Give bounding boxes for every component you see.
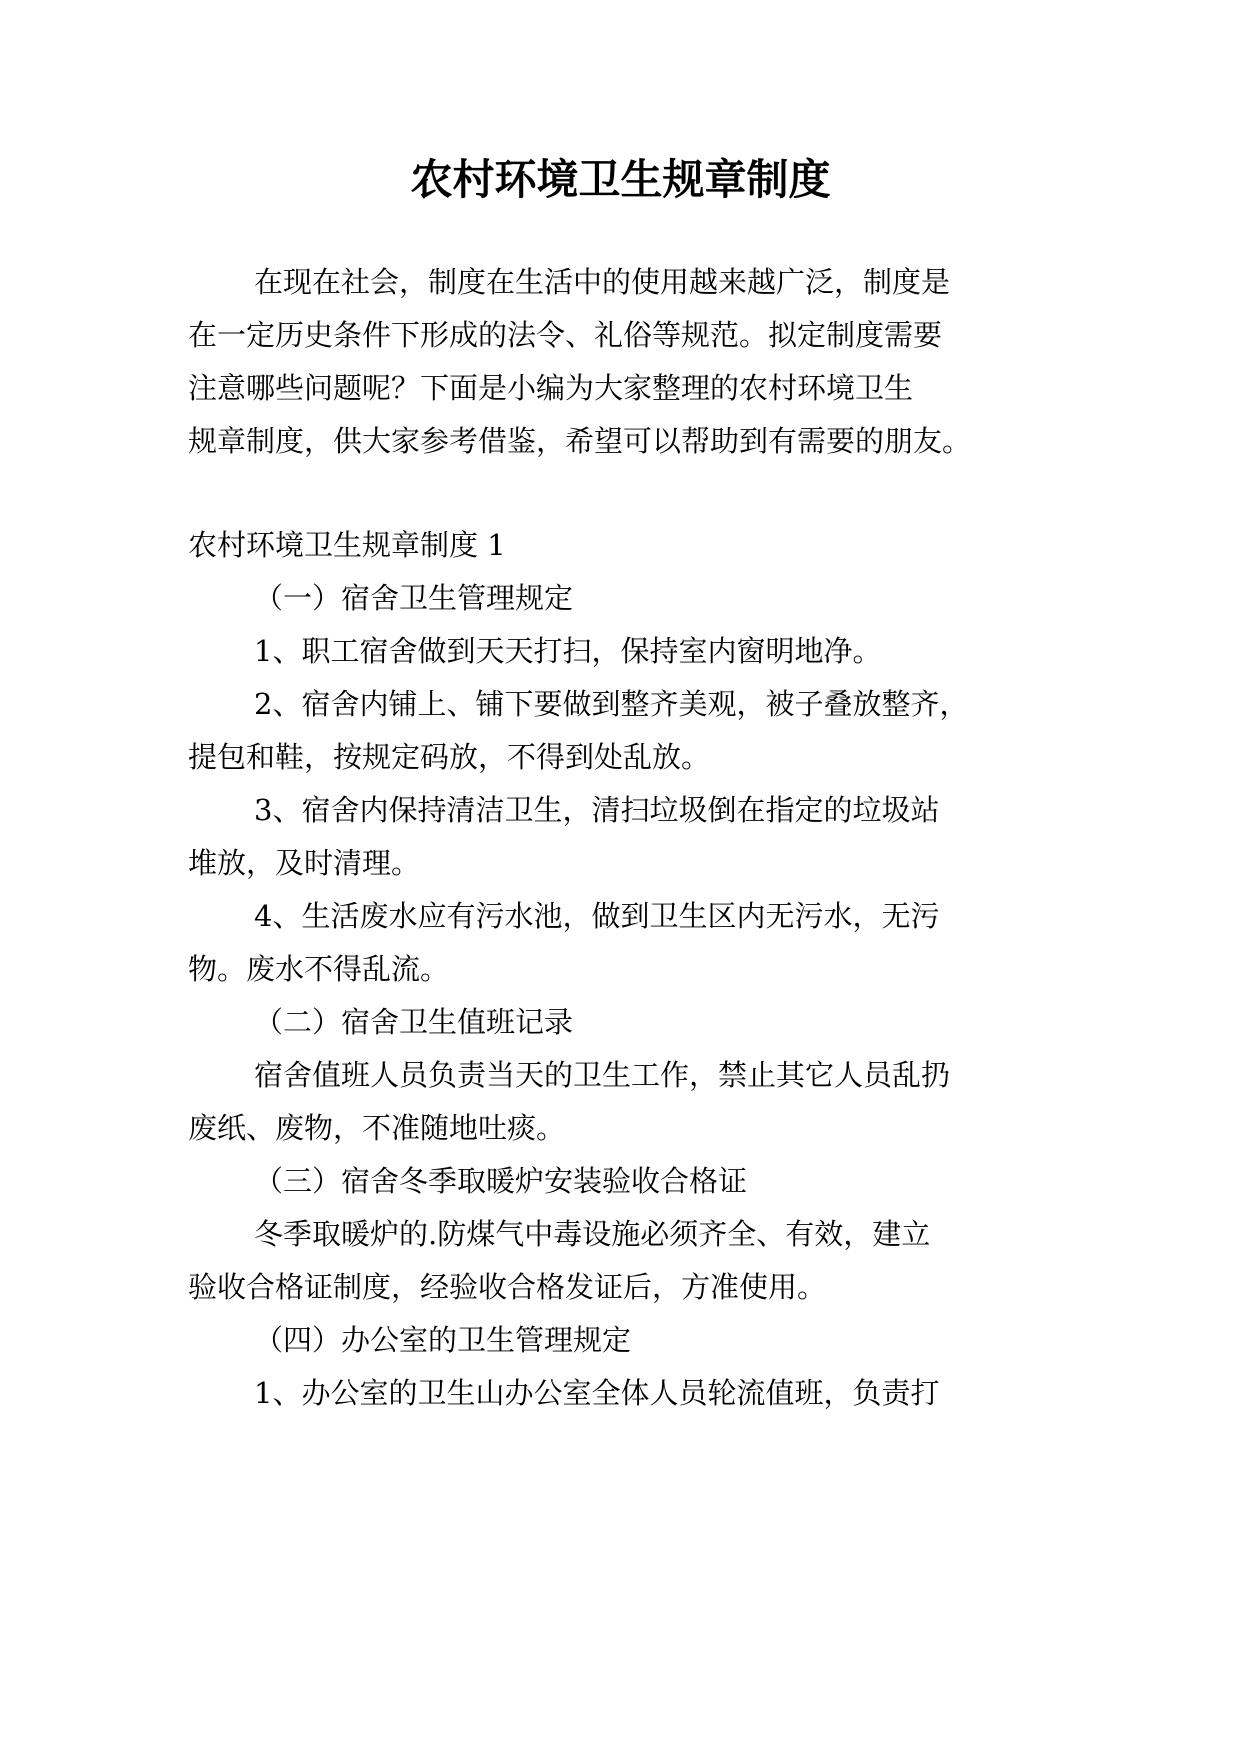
subsection-heading: （四）办公室的卫生管理规定 (254, 1323, 632, 1357)
paragraph-line: 废纸、废物，不准随地吐痰。 (188, 1111, 566, 1145)
list-item-continued: 提包和鞋，按规定码放，不得到处乱放。 (188, 740, 711, 774)
page-title: 农村环境卫生规章制度 (410, 155, 831, 204)
intro-line: 在一定历史条件下形成的法令、礼俗等规范。拟定制度需要 (188, 318, 943, 352)
paragraph-line: 宿舍值班人员负责当天的卫生工作，禁止其它人员乱扔 (254, 1058, 951, 1092)
list-item: 1、职工宿舍做到天天打扫，保持室内窗明地净。 (254, 634, 882, 668)
subsection-heading: （三）宿舍冬季取暖炉安装验收合格证 (254, 1164, 748, 1198)
section-heading: 农村环境卫生规章制度 1 (188, 528, 506, 562)
paragraph-line: 冬季取暖炉的.防煤气中毒设施必须齐全、有效，建立 (254, 1217, 931, 1251)
list-item-continued: 物。废水不得乱流。 (188, 952, 450, 986)
intro-line: 在现在社会，制度在生活中的使用越来越广泛，制度是 (254, 265, 951, 299)
paragraph-line: 验收合格证制度，经验收合格发证后，方准使用。 (188, 1270, 827, 1304)
subsection-heading: （一）宿舍卫生管理规定 (254, 581, 574, 615)
list-item: 3、宿舍内保持清洁卫生，清扫垃圾倒在指定的垃圾站 (254, 793, 940, 827)
list-item: 2、宿舍内铺上、铺下要做到整齐美观，被子叠放整齐， (254, 687, 969, 721)
list-item-continued: 堆放，及时清理。 (188, 846, 421, 880)
list-item: 4、生活废水应有污水池，做到卫生区内无污水，无污 (254, 899, 940, 933)
intro-line: 注意哪些问题呢？下面是小编为大家整理的农村环境卫生 (188, 371, 914, 405)
list-item: 1、办公室的卫生山办公室全体人员轮流值班，负责打 (254, 1376, 940, 1410)
intro-line: 规章制度，供大家参考借鉴，希望可以帮助到有需要的朋友。 (188, 424, 972, 458)
subsection-heading: （二）宿舍卫生值班记录 (254, 1005, 574, 1039)
